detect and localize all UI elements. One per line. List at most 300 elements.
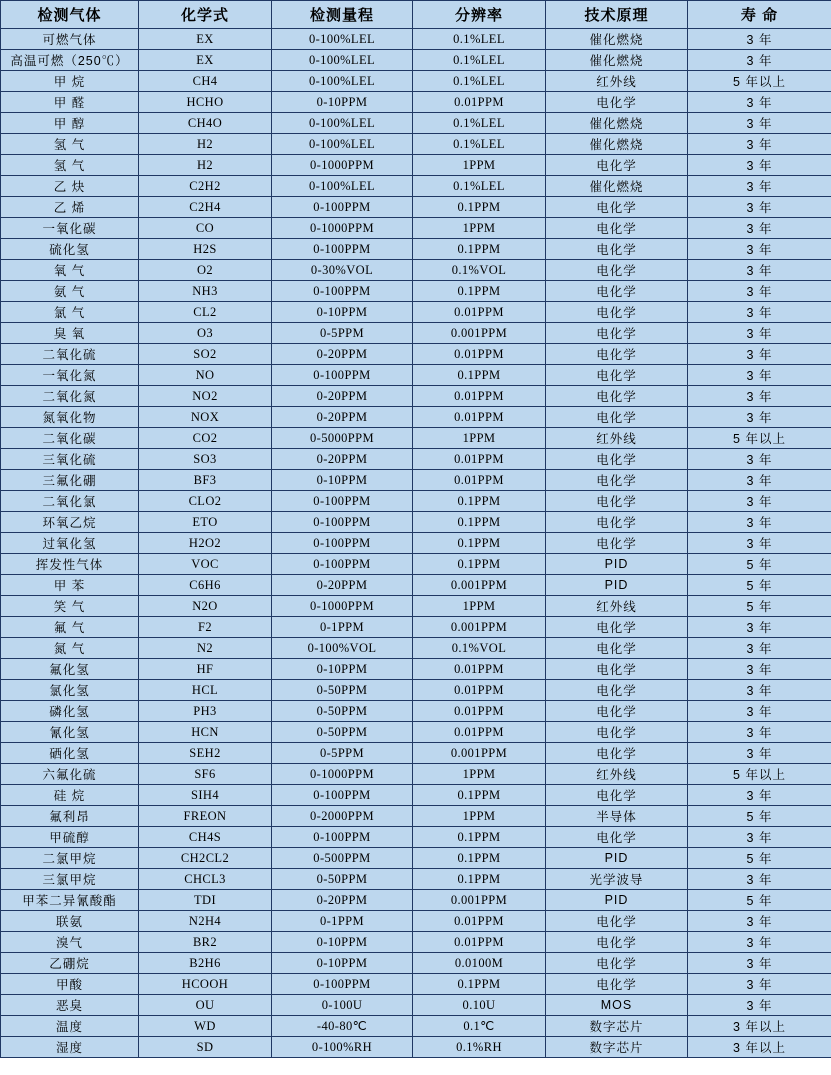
cell-formula: CH4S: [139, 827, 272, 848]
cell-formula: H2O2: [139, 533, 272, 554]
table-row: [1, 953, 831, 974]
cell-range: 0-100%VOL: [272, 638, 413, 659]
cell-lifetime: 3 年: [688, 995, 831, 1016]
cell-gas: 湿度: [1, 1037, 139, 1058]
cell-lifetime: 5 年: [688, 848, 831, 869]
cell-lifetime: 3 年: [688, 281, 831, 302]
table-row: [1, 638, 831, 659]
cell-lifetime: 3 年: [688, 50, 831, 71]
table-row: [1, 848, 831, 869]
cell-range: 0-100%LEL: [272, 50, 413, 71]
table-row: [1, 491, 831, 512]
cell-resolution: 0.001PPM: [413, 323, 546, 344]
cell-gas: 氢 气: [1, 155, 139, 176]
cell-resolution: 0.1%VOL: [413, 638, 546, 659]
cell-range: 0-100PPM: [272, 554, 413, 575]
cell-resolution: 0.01PPM: [413, 932, 546, 953]
cell-gas: 挥发性气体: [1, 554, 139, 575]
cell-range: 0-2000PPM: [272, 806, 413, 827]
cell-lifetime: 3 年: [688, 491, 831, 512]
cell-gas: 环氧乙烷: [1, 512, 139, 533]
cell-principle: 电化学: [546, 932, 688, 953]
cell-formula: H2: [139, 134, 272, 155]
cell-lifetime: 3 年: [688, 407, 831, 428]
cell-resolution: 1PPM: [413, 806, 546, 827]
cell-resolution: 0.0100M: [413, 953, 546, 974]
cell-formula: ETO: [139, 512, 272, 533]
cell-range: 0-100PPM: [272, 281, 413, 302]
column-header-principle: 技术原理: [546, 1, 688, 29]
cell-resolution: 1PPM: [413, 428, 546, 449]
cell-range: 0-100U: [272, 995, 413, 1016]
cell-resolution: 0.01PPM: [413, 659, 546, 680]
cell-formula: VOC: [139, 554, 272, 575]
table-row: [1, 533, 831, 554]
cell-gas: 三氧化硫: [1, 449, 139, 470]
cell-principle: 电化学: [546, 512, 688, 533]
table-row: [1, 554, 831, 575]
cell-gas: 二氧化氯: [1, 491, 139, 512]
cell-range: 0-1000PPM: [272, 596, 413, 617]
column-header-resolution: 分辨率: [413, 1, 546, 29]
cell-principle: 催化燃烧: [546, 134, 688, 155]
cell-lifetime: 3 年: [688, 302, 831, 323]
cell-principle: 电化学: [546, 974, 688, 995]
cell-principle: 电化学: [546, 386, 688, 407]
table-row: [1, 134, 831, 155]
cell-lifetime: 5 年以上: [688, 428, 831, 449]
cell-gas: 臭 氧: [1, 323, 139, 344]
cell-gas: 氟利昂: [1, 806, 139, 827]
cell-principle: 催化燃烧: [546, 50, 688, 71]
cell-lifetime: 5 年: [688, 575, 831, 596]
cell-range: 0-100PPM: [272, 785, 413, 806]
cell-resolution: 0.1%LEL: [413, 29, 546, 50]
cell-gas: 一氧化氮: [1, 365, 139, 386]
cell-lifetime: 3 年: [688, 344, 831, 365]
cell-formula: CHCL3: [139, 869, 272, 890]
cell-resolution: 0.1PPM: [413, 869, 546, 890]
cell-principle: 电化学: [546, 953, 688, 974]
cell-lifetime: 3 年: [688, 92, 831, 113]
cell-formula: BR2: [139, 932, 272, 953]
cell-lifetime: 3 年: [688, 365, 831, 386]
cell-gas: 六氟化硫: [1, 764, 139, 785]
cell-range: 0-100PPM: [272, 239, 413, 260]
table-row: [1, 302, 831, 323]
cell-principle: 电化学: [546, 722, 688, 743]
cell-gas: 二氧化硫: [1, 344, 139, 365]
cell-lifetime: 3 年: [688, 932, 831, 953]
cell-gas: 硒化氢: [1, 743, 139, 764]
cell-lifetime: 3 年: [688, 974, 831, 995]
cell-range: 0-100%RH: [272, 1037, 413, 1058]
table-row: [1, 155, 831, 176]
cell-resolution: 0.1%LEL: [413, 134, 546, 155]
cell-gas: 二氯甲烷: [1, 848, 139, 869]
cell-range: 0-10PPM: [272, 470, 413, 491]
cell-principle: 电化学: [546, 365, 688, 386]
cell-formula: FREON: [139, 806, 272, 827]
cell-principle: 红外线: [546, 764, 688, 785]
table-row: [1, 722, 831, 743]
cell-gas: 氟 气: [1, 617, 139, 638]
cell-lifetime: 3 年: [688, 785, 831, 806]
cell-principle: 电化学: [546, 344, 688, 365]
cell-formula: O2: [139, 260, 272, 281]
cell-gas: 二氧化碳: [1, 428, 139, 449]
table-row: [1, 659, 831, 680]
cell-range: 0-10PPM: [272, 92, 413, 113]
cell-formula: SEH2: [139, 743, 272, 764]
table-row: [1, 764, 831, 785]
cell-principle: 电化学: [546, 785, 688, 806]
table-row: [1, 449, 831, 470]
cell-resolution: 0.1℃: [413, 1016, 546, 1037]
cell-formula: CO: [139, 218, 272, 239]
column-header-range: 检测量程: [272, 1, 413, 29]
cell-principle: 红外线: [546, 71, 688, 92]
cell-range: 0-20PPM: [272, 890, 413, 911]
cell-formula: HCHO: [139, 92, 272, 113]
cell-range: 0-20PPM: [272, 449, 413, 470]
cell-gas: 硅 烷: [1, 785, 139, 806]
cell-gas: 甲 醇: [1, 113, 139, 134]
cell-range: 0-10PPM: [272, 302, 413, 323]
table-body: [1, 29, 831, 1058]
cell-principle: 催化燃烧: [546, 113, 688, 134]
cell-gas: 溴气: [1, 932, 139, 953]
cell-principle: 电化学: [546, 491, 688, 512]
cell-gas: 笑 气: [1, 596, 139, 617]
table-row: [1, 470, 831, 491]
cell-lifetime: 5 年: [688, 596, 831, 617]
cell-principle: PID: [546, 890, 688, 911]
cell-range: 0-20PPM: [272, 386, 413, 407]
cell-range: 0-100%LEL: [272, 176, 413, 197]
cell-lifetime: 3 年: [688, 218, 831, 239]
cell-lifetime: 3 年: [688, 197, 831, 218]
cell-formula: CLO2: [139, 491, 272, 512]
cell-formula: H2: [139, 155, 272, 176]
cell-gas: 硫化氢: [1, 239, 139, 260]
table-row: [1, 743, 831, 764]
cell-lifetime: 3 年以上: [688, 1037, 831, 1058]
cell-lifetime: 3 年以上: [688, 1016, 831, 1037]
cell-resolution: 0.01PPM: [413, 386, 546, 407]
table-row: [1, 176, 831, 197]
cell-lifetime: 3 年: [688, 29, 831, 50]
cell-gas: 氟化氢: [1, 659, 139, 680]
cell-lifetime: 3 年: [688, 911, 831, 932]
table-row: [1, 260, 831, 281]
cell-range: -40-80℃: [272, 1016, 413, 1037]
table-row: [1, 785, 831, 806]
table-row: [1, 281, 831, 302]
cell-principle: 电化学: [546, 659, 688, 680]
cell-resolution: 0.01PPM: [413, 302, 546, 323]
cell-formula: BF3: [139, 470, 272, 491]
cell-range: 0-100PPM: [272, 512, 413, 533]
cell-range: 0-500PPM: [272, 848, 413, 869]
table-row: [1, 932, 831, 953]
cell-principle: 电化学: [546, 701, 688, 722]
cell-gas: 氨 气: [1, 281, 139, 302]
cell-gas: 乙硼烷: [1, 953, 139, 974]
cell-principle: 数字芯片: [546, 1037, 688, 1058]
cell-gas: 三氟化硼: [1, 470, 139, 491]
cell-gas: 一氧化碳: [1, 218, 139, 239]
cell-formula: EX: [139, 50, 272, 71]
cell-formula: EX: [139, 29, 272, 50]
cell-principle: PID: [546, 575, 688, 596]
cell-resolution: 0.10U: [413, 995, 546, 1016]
table-row: [1, 344, 831, 365]
table-row: [1, 617, 831, 638]
cell-range: 0-1000PPM: [272, 764, 413, 785]
table-row: [1, 50, 831, 71]
cell-principle: 光学波导: [546, 869, 688, 890]
cell-principle: 电化学: [546, 197, 688, 218]
cell-formula: CL2: [139, 302, 272, 323]
table-header: [1, 1, 831, 29]
table-row: [1, 197, 831, 218]
cell-range: 0-1PPM: [272, 911, 413, 932]
cell-lifetime: 3 年: [688, 386, 831, 407]
cell-principle: 催化燃烧: [546, 176, 688, 197]
table-row: [1, 1037, 831, 1058]
cell-gas: 甲 烷: [1, 71, 139, 92]
table-row: [1, 995, 831, 1016]
cell-formula: WD: [139, 1016, 272, 1037]
cell-lifetime: 5 年: [688, 806, 831, 827]
cell-formula: NO2: [139, 386, 272, 407]
cell-gas: 氢 气: [1, 134, 139, 155]
cell-principle: PID: [546, 554, 688, 575]
cell-range: 0-100%LEL: [272, 113, 413, 134]
cell-formula: PH3: [139, 701, 272, 722]
cell-formula: SO2: [139, 344, 272, 365]
cell-range: 0-50PPM: [272, 722, 413, 743]
cell-principle: 电化学: [546, 302, 688, 323]
cell-resolution: 0.1PPM: [413, 827, 546, 848]
cell-lifetime: 3 年: [688, 617, 831, 638]
cell-formula: HF: [139, 659, 272, 680]
cell-lifetime: 3 年: [688, 827, 831, 848]
cell-formula: C2H2: [139, 176, 272, 197]
cell-range: 0-5PPM: [272, 743, 413, 764]
cell-resolution: 0.1%RH: [413, 1037, 546, 1058]
cell-resolution: 0.01PPM: [413, 449, 546, 470]
cell-formula: NH3: [139, 281, 272, 302]
cell-resolution: 0.1%LEL: [413, 176, 546, 197]
cell-resolution: 0.001PPM: [413, 617, 546, 638]
cell-lifetime: 3 年: [688, 638, 831, 659]
cell-resolution: 0.1PPM: [413, 365, 546, 386]
cell-range: 0-10PPM: [272, 659, 413, 680]
cell-principle: 电化学: [546, 323, 688, 344]
cell-lifetime: 3 年: [688, 533, 831, 554]
cell-resolution: 0.001PPM: [413, 890, 546, 911]
cell-range: 0-20PPM: [272, 344, 413, 365]
cell-principle: 电化学: [546, 638, 688, 659]
cell-range: 0-50PPM: [272, 869, 413, 890]
cell-principle: 电化学: [546, 281, 688, 302]
cell-lifetime: 3 年: [688, 701, 831, 722]
cell-principle: PID: [546, 848, 688, 869]
cell-formula: CH4O: [139, 113, 272, 134]
cell-formula: OU: [139, 995, 272, 1016]
cell-principle: 红外线: [546, 596, 688, 617]
table-row: [1, 974, 831, 995]
cell-resolution: 0.001PPM: [413, 743, 546, 764]
table-row: [1, 218, 831, 239]
cell-gas: 二氧化氮: [1, 386, 139, 407]
cell-resolution: 0.1PPM: [413, 785, 546, 806]
cell-formula: O3: [139, 323, 272, 344]
cell-principle: MOS: [546, 995, 688, 1016]
cell-principle: 电化学: [546, 470, 688, 491]
table-row: [1, 512, 831, 533]
table-row: [1, 701, 831, 722]
cell-lifetime: 5 年以上: [688, 764, 831, 785]
cell-gas: 三氯甲烷: [1, 869, 139, 890]
cell-gas: 氧 气: [1, 260, 139, 281]
cell-formula: NOX: [139, 407, 272, 428]
column-header-formula: 化学式: [139, 1, 272, 29]
cell-range: 0-5PPM: [272, 323, 413, 344]
cell-principle: 电化学: [546, 680, 688, 701]
cell-formula: SD: [139, 1037, 272, 1058]
cell-principle: 催化燃烧: [546, 29, 688, 50]
cell-resolution: 0.01PPM: [413, 722, 546, 743]
cell-principle: 电化学: [546, 155, 688, 176]
cell-resolution: 0.1PPM: [413, 281, 546, 302]
cell-formula: C6H6: [139, 575, 272, 596]
cell-formula: C2H4: [139, 197, 272, 218]
cell-range: 0-5000PPM: [272, 428, 413, 449]
cell-resolution: 1PPM: [413, 596, 546, 617]
cell-resolution: 0.01PPM: [413, 701, 546, 722]
cell-resolution: 1PPM: [413, 218, 546, 239]
cell-resolution: 0.1%LEL: [413, 113, 546, 134]
cell-resolution: 0.01PPM: [413, 680, 546, 701]
cell-gas: 恶臭: [1, 995, 139, 1016]
cell-lifetime: 3 年: [688, 869, 831, 890]
cell-gas: 氮氧化物: [1, 407, 139, 428]
cell-resolution: 0.1PPM: [413, 239, 546, 260]
cell-lifetime: 3 年: [688, 239, 831, 260]
cell-range: 0-1000PPM: [272, 218, 413, 239]
cell-principle: 电化学: [546, 911, 688, 932]
cell-principle: 电化学: [546, 218, 688, 239]
cell-principle: 电化学: [546, 92, 688, 113]
cell-formula: CH4: [139, 71, 272, 92]
table-row: [1, 869, 831, 890]
table-row: [1, 911, 831, 932]
cell-lifetime: 3 年: [688, 260, 831, 281]
cell-formula: HCOOH: [139, 974, 272, 995]
cell-range: 0-10PPM: [272, 932, 413, 953]
cell-range: 0-30%VOL: [272, 260, 413, 281]
cell-gas: 甲苯二异氰酸酯: [1, 890, 139, 911]
cell-gas: 甲 苯: [1, 575, 139, 596]
cell-lifetime: 5 年: [688, 890, 831, 911]
table-header-row: [1, 1, 831, 29]
cell-formula: H2S: [139, 239, 272, 260]
table-row: [1, 428, 831, 449]
cell-resolution: 0.1PPM: [413, 512, 546, 533]
table-row: [1, 239, 831, 260]
cell-gas: 乙 炔: [1, 176, 139, 197]
cell-lifetime: 3 年: [688, 680, 831, 701]
column-header-lifetime: 寿 命: [688, 1, 831, 29]
cell-resolution: 0.001PPM: [413, 575, 546, 596]
cell-resolution: 0.1%LEL: [413, 50, 546, 71]
cell-range: 0-50PPM: [272, 680, 413, 701]
cell-principle: 电化学: [546, 260, 688, 281]
table-row: [1, 1016, 831, 1037]
cell-principle: 电化学: [546, 239, 688, 260]
table-row: [1, 575, 831, 596]
cell-principle: 电化学: [546, 743, 688, 764]
cell-range: 0-20PPM: [272, 407, 413, 428]
cell-lifetime: 3 年: [688, 470, 831, 491]
cell-resolution: 0.01PPM: [413, 92, 546, 113]
cell-gas: 氮 气: [1, 638, 139, 659]
table-row: [1, 29, 831, 50]
cell-range: 0-100PPM: [272, 533, 413, 554]
cell-range: 0-100PPM: [272, 827, 413, 848]
table-row: [1, 596, 831, 617]
column-header-gas: 检测气体: [1, 1, 139, 29]
cell-lifetime: 3 年: [688, 323, 831, 344]
cell-resolution: 0.01PPM: [413, 407, 546, 428]
table-row: [1, 71, 831, 92]
cell-formula: HCN: [139, 722, 272, 743]
cell-gas: 联氨: [1, 911, 139, 932]
cell-lifetime: 3 年: [688, 176, 831, 197]
cell-lifetime: 3 年: [688, 155, 831, 176]
cell-resolution: 0.1PPM: [413, 848, 546, 869]
cell-formula: SIH4: [139, 785, 272, 806]
cell-formula: F2: [139, 617, 272, 638]
cell-resolution: 0.1PPM: [413, 974, 546, 995]
cell-lifetime: 3 年: [688, 722, 831, 743]
cell-gas: 氯 气: [1, 302, 139, 323]
cell-range: 0-100PPM: [272, 974, 413, 995]
cell-gas: 氰化氢: [1, 722, 139, 743]
cell-resolution: 0.1PPM: [413, 533, 546, 554]
cell-lifetime: 3 年: [688, 113, 831, 134]
cell-resolution: 0.1%VOL: [413, 260, 546, 281]
cell-gas: 甲硫醇: [1, 827, 139, 848]
cell-lifetime: 3 年: [688, 659, 831, 680]
cell-formula: HCL: [139, 680, 272, 701]
table-row: [1, 386, 831, 407]
cell-range: 0-100PPM: [272, 365, 413, 386]
cell-principle: 电化学: [546, 617, 688, 638]
cell-range: 0-100PPM: [272, 491, 413, 512]
cell-range: 0-50PPM: [272, 701, 413, 722]
cell-formula: SF6: [139, 764, 272, 785]
cell-lifetime: 5 年以上: [688, 71, 831, 92]
cell-formula: NO: [139, 365, 272, 386]
cell-formula: B2H6: [139, 953, 272, 974]
table-row: [1, 323, 831, 344]
cell-range: 0-100%LEL: [272, 29, 413, 50]
cell-lifetime: 3 年: [688, 134, 831, 155]
